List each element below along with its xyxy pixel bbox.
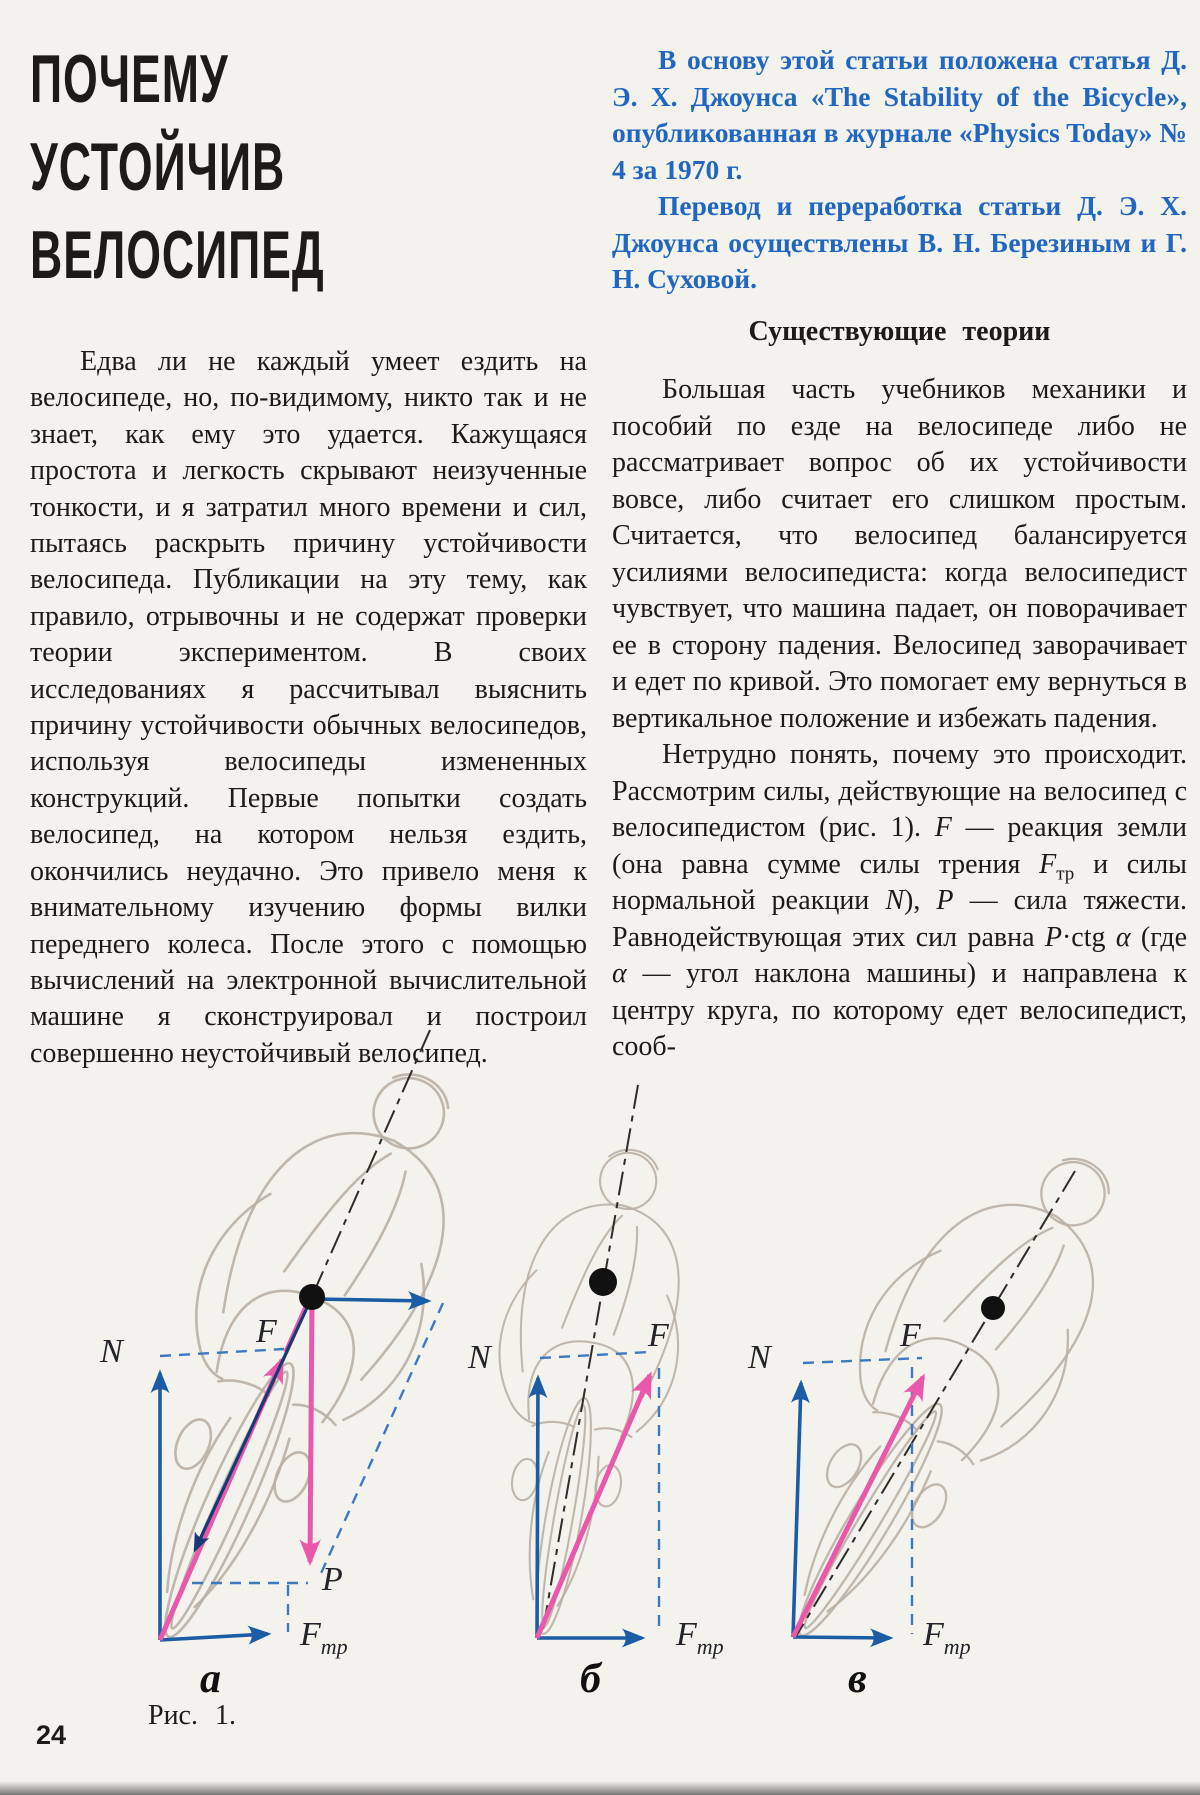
vector-P-gravity xyxy=(310,1297,312,1562)
figure-panel-v xyxy=(711,1107,1167,1702)
vector-N xyxy=(793,1383,801,1637)
text-run: — реакция земли (она равна сумме силы трения xyxy=(612,812,1187,880)
right-column-paragraph-1: Большая часть учебников механики и пособий по езде на велосипеде либо не рассматривает вопрос об их устойчивости вовсе, либо считает его слишком простым. Считается, что велосипед балансируется усилиями велосипедиста: когда велосипедист чувствует, что машина падает, он поворачивает ее в сторону падения. Велосипед заворачивает и едет по кривой. Это помогает ему вернуться в вертикальное положение и избежать падения. xyxy=(612,374,1187,734)
cyclist-sketch xyxy=(451,1133,711,1648)
panel-letter-b: б xyxy=(580,1656,601,1702)
right-column xyxy=(612,372,1187,1066)
dashed-construction-line xyxy=(318,1303,443,1580)
article-title-line2: УСТОЙЧИВ xyxy=(30,127,286,205)
cyclist-sketch xyxy=(711,1107,1167,1684)
math-symbol-F: F xyxy=(934,812,952,843)
label-F-friction: $F_{тр}$ xyxy=(923,1616,971,1659)
figure-panel-b xyxy=(451,1085,723,1702)
math-symbol-alpha: α xyxy=(1115,921,1131,953)
label-F: F xyxy=(900,1317,921,1354)
left-column-paragraph: Едва ли не каждый умеет ездить на велосипеде, но, по-видимому, никто так и не знает, как ему это удается. Кажущаяся простота и легкость скрывают неизученные тонкости, и я затратил много времени и сил, пытаясь раскрыть причину устойчивости велосипеда. Публикации на эту тему, как правило, отрывочны и не содержат проверки теории экспериментом. В своих исследованиях я рассчитывал выяснить причину устойчивости обычных велосипедов, используя велосипеды измененных конструкций. Первые попытки создать велосипед, на котором нельзя ездить, окончились неудачно. Это привело меня к внимательному изучению формы вилки переднего колеса. После этого с помощью вычислений на электронной вычислительной машине я сконструировал и построил совершенно неустойчивый велосипед. xyxy=(30,346,587,1069)
center-of-mass-dot xyxy=(589,1268,617,1296)
article-title xyxy=(30,38,340,302)
text-run: (где xyxy=(1130,921,1188,953)
text-run: — угол наклона машины) и направлена к центру круга, по которому едет велосипедист, сооб- xyxy=(612,958,1187,1062)
label-F: F xyxy=(648,1317,669,1354)
editorial-note xyxy=(612,42,1187,298)
page-number: 24 xyxy=(36,1720,67,1750)
panel-letter-a: а xyxy=(200,1656,221,1702)
panel-letter-v: в xyxy=(848,1656,867,1702)
text-run: и силы нормальной реакции xyxy=(612,848,1187,916)
vector-resultant xyxy=(195,1297,312,1550)
text-run: — сила тяжести. Равнодействующая этих сил равна xyxy=(612,885,1188,953)
text-run: ·ctg xyxy=(1061,921,1116,953)
label-F-friction: $F_{тр}$ xyxy=(676,1616,724,1659)
article-title-line3: ВЕЛОСИПЕД xyxy=(30,215,325,293)
vector-F-ground-reaction xyxy=(793,1377,923,1637)
center-of-mass-dot xyxy=(981,1296,1005,1320)
center-of-mass-dot xyxy=(299,1284,325,1310)
math-symbol-P: P xyxy=(1044,921,1062,953)
math-symbol-alpha: α xyxy=(612,958,627,989)
figure-1 xyxy=(0,1020,1200,1720)
label-N: N xyxy=(748,1339,771,1376)
label-N: N xyxy=(468,1339,491,1376)
figure-panel-a xyxy=(62,1028,515,1702)
scan-edge-shadow xyxy=(0,1781,1200,1795)
section-heading: Существующие теории xyxy=(748,316,1051,347)
math-symbol-F: F xyxy=(1039,848,1057,880)
label-F: F xyxy=(256,1313,277,1350)
dashed-construction-line xyxy=(803,1358,922,1363)
math-subscript-tr: тр xyxy=(1056,863,1075,885)
left-column xyxy=(30,344,587,1072)
text-run: Нетрудно понять, почему это происходит. Рассмотрим силы, действующие на велосипед с велосипедистом (рис. 1). xyxy=(612,739,1187,843)
label-F-friction: $F_{тр}$ xyxy=(300,1616,348,1659)
vector-centrifugal xyxy=(314,1299,428,1301)
figure-caption: Рис. 1. xyxy=(148,1700,236,1731)
math-symbol-N: N xyxy=(885,885,905,916)
vector-N xyxy=(537,1378,538,1638)
right-column-paragraph-2 xyxy=(612,737,1187,1066)
dashed-construction-line xyxy=(540,1352,650,1358)
lean-axis-line xyxy=(795,1171,1075,1638)
label-P: P xyxy=(322,1561,343,1598)
label-N: N xyxy=(100,1333,123,1370)
math-symbol-P: P xyxy=(936,885,954,916)
article-title-line1: ПОЧЕМУ xyxy=(30,39,229,117)
text-run: ), xyxy=(904,885,937,916)
editorial-note-paragraph-2: Перевод и переработка статьи Д. Э. Х. Джоунса осуществлены В. Н. Березиным и Г. Н. Суховой. xyxy=(612,190,1187,294)
editorial-note-paragraph-1: В основу этой статьи положена статья Д. Э. Х. Джоунса «The Stability of the Bicycle», опубликованная в журнале «Physics Today» № 4 за 1970 г. xyxy=(612,44,1187,185)
vector-F-ground-reaction xyxy=(537,1375,650,1638)
vector-F-friction xyxy=(793,1637,890,1638)
